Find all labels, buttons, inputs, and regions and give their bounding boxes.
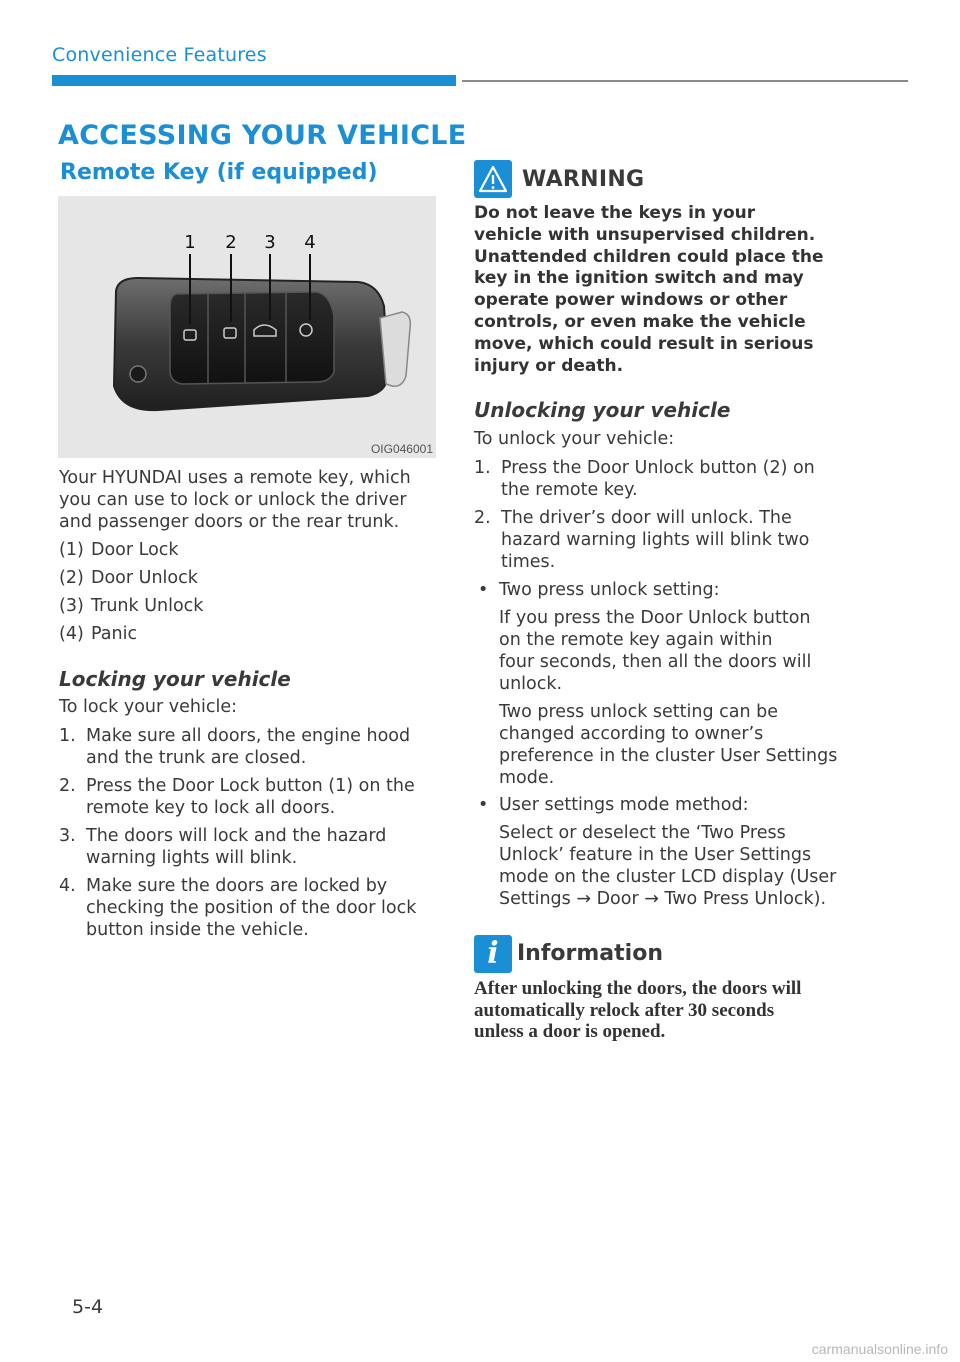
warning-line: Unattended children could place the — [474, 246, 824, 267]
warning-line: controls, or even make the vehicle — [474, 311, 806, 332]
locking-intro: To lock your vehicle: — [59, 697, 238, 717]
warning-line: operate power windows or other — [474, 290, 788, 311]
warning-line: move, which could result in serious — [474, 333, 814, 354]
step-line: checking the position of the door lock — [86, 898, 417, 918]
button-list-item — [59, 595, 204, 617]
list-label: Door Lock — [91, 540, 179, 560]
unlocking-step — [474, 457, 864, 501]
warning-line: Do not leave the keys in your — [474, 203, 756, 223]
bullet-title: Two press unlock setting: — [499, 580, 720, 600]
unlocking-heading: Unlocking your vehicle — [474, 398, 731, 422]
unlocking-intro: To unlock your vehicle: — [474, 429, 675, 449]
step-line: Make sure all doors, the engine hood — [86, 726, 411, 746]
warning-label: WARNING — [522, 167, 645, 192]
unlocking-step — [474, 507, 864, 573]
button-list-item — [59, 539, 179, 561]
step-line: warning lights will blink. — [86, 848, 298, 868]
intro-line: and passenger doors or the rear trunk. — [59, 512, 400, 532]
list-number: (2) — [59, 568, 84, 588]
bullet-line: changed according to owner’s — [499, 724, 764, 744]
bullet-line: Two press unlock setting can be — [499, 702, 779, 722]
section-title: ACCESSING YOUR VEHICLE — [58, 120, 467, 151]
information-line: After unlocking the doors, the doors will — [474, 978, 802, 999]
information-line: automatically relock after 30 seconds — [474, 999, 775, 1021]
bullet-title: User settings mode method: — [499, 795, 749, 815]
step-number: 4. — [59, 876, 76, 896]
callout-4: 4 — [304, 232, 316, 253]
step-line: the remote key. — [501, 480, 638, 500]
page-number: 5-4 — [72, 1296, 104, 1318]
callout-3: 3 — [264, 232, 276, 253]
list-number: (1) — [59, 540, 84, 560]
list-number: (3) — [59, 596, 84, 616]
step-line: and the trunk are closed. — [86, 748, 307, 768]
step-line: hazard warning lights will blink two — [501, 530, 810, 550]
step-line: The driver’s door will unlock. The — [501, 508, 792, 528]
step-line: times. — [501, 552, 556, 572]
step-line: remote key to lock all doors. — [86, 798, 336, 818]
locking-step — [59, 725, 439, 769]
list-label: Door Unlock — [91, 568, 198, 588]
step-line: The doors will lock and the hazard — [86, 826, 387, 846]
bullet-paragraph — [499, 607, 869, 695]
locking-step — [59, 875, 439, 941]
step-number: 1. — [59, 726, 76, 746]
bullet-line: Settings → Door → Two Press Unlock). — [499, 889, 827, 909]
bullet-line: four seconds, then all the doors will — [499, 652, 812, 672]
bullet-line: unlock. — [499, 674, 563, 694]
list-label: Panic — [91, 624, 138, 644]
warning-line: injury or death. — [474, 355, 624, 376]
bullet-line: preference in the cluster User Settings — [499, 746, 838, 766]
step-line: Press the Door Unlock button (2) on — [501, 458, 815, 478]
warning-body — [474, 203, 834, 377]
list-label: Trunk Unlock — [91, 596, 204, 616]
button-list-item — [59, 567, 198, 589]
bullet-line: If you press the Door Unlock button — [499, 608, 811, 628]
callout-1: 1 — [184, 232, 196, 253]
step-number: 2. — [59, 776, 76, 796]
step-line: Press the Door Lock button (1) on the — [86, 776, 415, 796]
bullet-paragraph — [499, 701, 869, 789]
figure-code: OIG046001 — [370, 442, 433, 456]
subsection-title: Remote Key (if equipped) — [60, 160, 378, 185]
information-line: unless a door is opened. — [474, 1021, 666, 1042]
warning-icon — [474, 160, 512, 198]
step-line: button inside the vehicle. — [86, 920, 309, 940]
bullet-line: Unlock’ feature in the User Settings — [499, 845, 812, 865]
intro-paragraph — [59, 467, 439, 533]
warning-line: vehicle with unsupervised children. — [474, 224, 816, 245]
bullet-paragraph — [499, 822, 869, 910]
bullet-item — [474, 794, 864, 816]
information-body — [474, 978, 854, 1043]
header-accent-bar — [52, 75, 456, 86]
step-line: Make sure the doors are locked by — [86, 876, 388, 896]
information-icon: i — [474, 935, 512, 973]
bullet-item — [474, 579, 864, 601]
list-number: (4) — [59, 624, 84, 644]
watermark: carmanualsonline.info — [811, 1341, 948, 1357]
step-number: 2. — [474, 508, 491, 528]
callout-2: 2 — [225, 232, 237, 253]
locking-heading: Locking your vehicle — [59, 667, 291, 691]
information-label: Information — [517, 941, 663, 966]
bullet-line: on the remote key again within — [499, 630, 773, 650]
intro-line: Your HYUNDAI uses a remote key, which — [59, 468, 411, 488]
remote-key-figure — [58, 196, 436, 458]
bullet-line: mode on the cluster LCD display (User — [499, 867, 837, 887]
button-list-item — [59, 623, 138, 645]
step-number: 1. — [474, 458, 491, 478]
bullet-line: mode. — [499, 768, 555, 788]
warning-line: key in the ignition switch and may — [474, 268, 804, 289]
running-header: Convenience Features — [52, 44, 267, 66]
header-rule — [462, 80, 908, 82]
step-number: 3. — [59, 826, 76, 846]
bullet-icon: • — [478, 795, 489, 815]
bullet-icon: • — [478, 580, 489, 600]
locking-step — [59, 825, 439, 869]
locking-step — [59, 775, 439, 819]
bullet-line: Select or deselect the ‘Two Press — [499, 823, 786, 843]
intro-line: you can use to lock or unlock the driver — [59, 490, 407, 510]
remote-key-illustration — [58, 196, 436, 458]
